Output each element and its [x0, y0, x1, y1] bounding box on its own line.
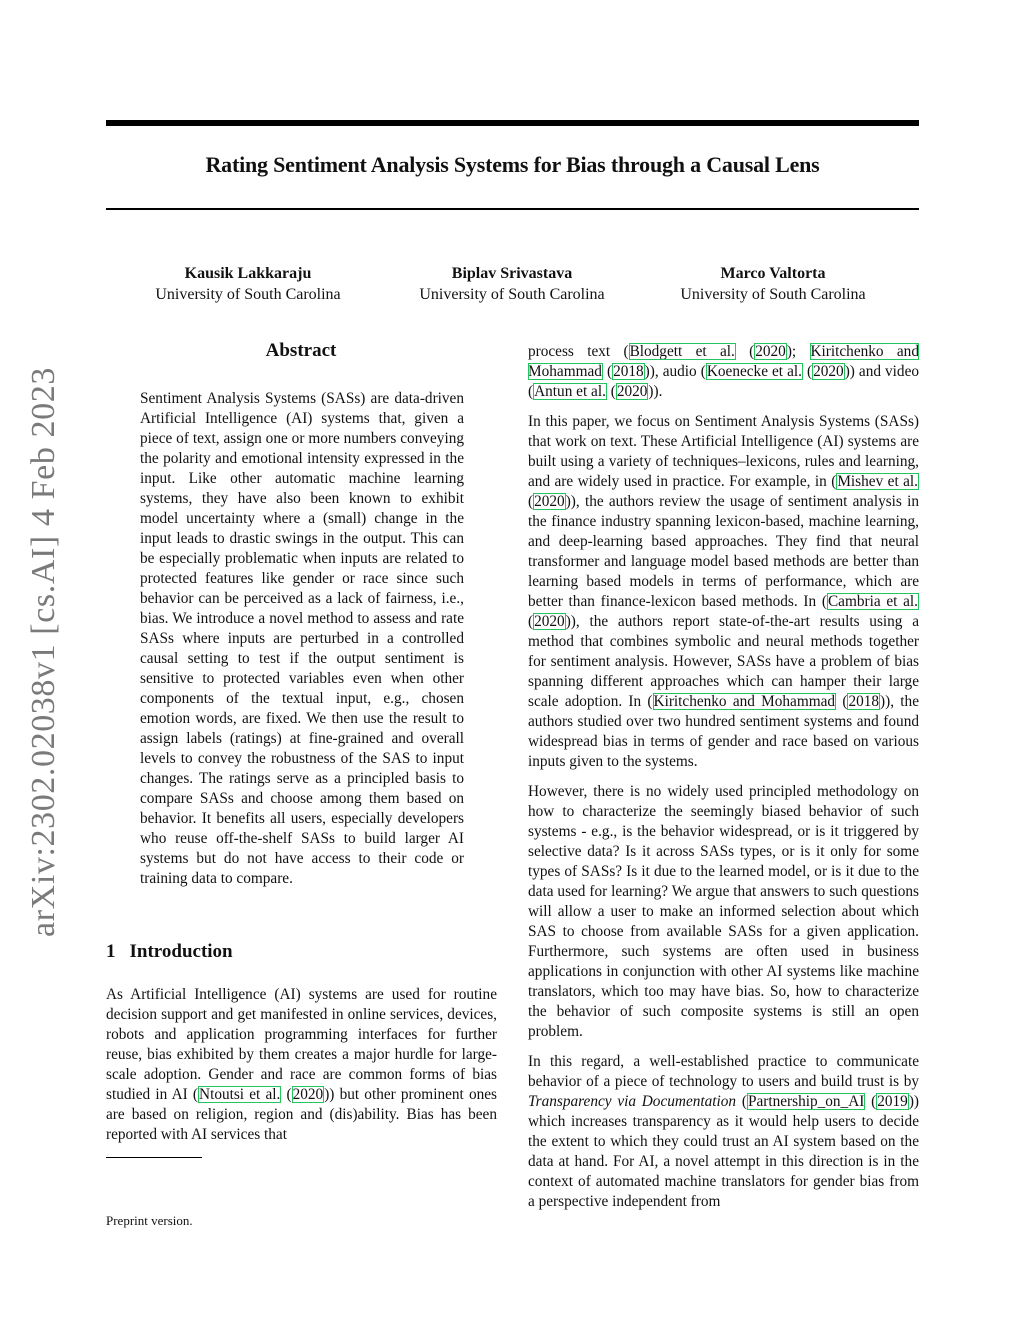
citation-year-link[interactable]: 2020	[755, 343, 786, 360]
text-run: (	[528, 493, 534, 510]
title-top-rule	[106, 120, 919, 126]
text-run: )), the authors review the usage of sentiment analysis in the finance industry spanning lexicon-based, machine learning, and deep-learning based approaches. They find that neural transformer and language model based methods are better than learning based models in terms of performance, which are better than finance-lexicon based methods. In (	[528, 493, 919, 610]
citation-link[interactable]: Cambria et al.	[827, 593, 918, 610]
text-run: (	[802, 363, 813, 380]
footnote-rule	[106, 1157, 202, 1158]
author-affiliation: University of South Carolina	[419, 286, 605, 303]
text-run: (	[602, 363, 613, 380]
citation-year-link[interactable]: 2020	[616, 383, 648, 400]
emphasis-text: Transparency via Documentation	[528, 1093, 737, 1110]
author-name: Marco Valtorta	[720, 265, 826, 282]
citation-link[interactable]: Antun et al.	[534, 383, 606, 400]
title-bottom-rule	[106, 208, 919, 210]
abstract-text: Sentiment Analysis Systems (SASs) are data-driven Artificial Intelligence (AI) systems that, given a piece of text, assign one or more numbers conveying the polarity and emotional intensity expressed in the input. Like other automatic machine learning systems, they have also been known to exhibit model uncertainty where a (small) change in the input leads to drastic swings in the output. This can be especially problematic when inputs are related to protected features like gender or race since such behavior can be perceived as a lack of fairness, i.e., bias. We introduce a novel method to assess and rate SASs where inputs are perturbed in a controlled causal setting to test if the output sentiment is sensitive to protected variables even when other components of the textual input, e.g., chosen emotion words, are fixed. We then use the result to assign labels (ratings) at fine-grained and overall levels to convey the robustness of the SAS to input changes. The ratings serve as a principled basis to compare SASs and choose among them based on behavior. It benefits all users, especially developers who reuse off-the-shelf SASs to build larger AI systems but do not have access to their code or training data to compare.	[140, 390, 464, 887]
text-run: )) but other prominent ones are based on religion, region and (dis)ability. Bias has been reported with AI services that	[106, 1086, 497, 1143]
citation-link[interactable]: Koenecke et al.	[706, 363, 802, 380]
text-run: (	[528, 613, 534, 630]
text-run: );	[786, 343, 810, 360]
citation-year-link[interactable]: 2020	[813, 363, 844, 380]
abstract-heading: Abstract	[265, 340, 337, 361]
citation-year-link[interactable]: 2018	[848, 693, 880, 710]
text-run: (	[281, 1086, 292, 1103]
author-name: Kausik Lakkaraju	[184, 265, 312, 282]
citation-link[interactable]: Partnership_on_AI	[747, 1093, 865, 1110]
paragraph: However, there is no widely used principled methodology on how to characterize the seemingly biased behavior of such systems - e.g., is the behavior widespread, or is it triggered by selective data? Is it across SASs types, or is it only for some types of SASs? Is it due to the learned model, or is it due to the data used for learning? We argue that answers to such questions will allow a user to make an informed selection about which SAS to choose from available SASs for a given application. Furthermore, such systems are often used in business applications in conjunction with other AI systems like machine translators, which too may have bias. So, how to characterize the behavior of such composite systems is still an open problem.	[528, 783, 919, 1040]
text-run: )) and video (	[528, 363, 920, 400]
text-run: In this regard, a well-established practice to communicate behavior of a piece of technology to users and build trust is by	[528, 1053, 919, 1090]
text-run: )), the authors report state-of-the-art results using a method that combines symbolic and neural methods together for sentiment analysis. However, SASs have a problem of bias spanning different approaches which can hamper their large scale adoption. In (	[528, 613, 919, 710]
text-run: In this paper, we focus on Sentiment Analysis Systems (SASs) that work on text. These Artificial Intelligence (AI) systems are built using a variety of techniques–lexicons, rules and learning, and are widely used in practice. For example, in (	[528, 413, 919, 490]
paper-title: Rating Sentiment Analysis Systems for Bias through a Causal Lens	[205, 152, 820, 177]
author-3	[638, 263, 908, 305]
author-name: Biplav Srivastava	[451, 265, 573, 282]
citation-year-link[interactable]: 2018	[613, 363, 644, 380]
text-run: (	[865, 1093, 877, 1110]
text-run: (	[736, 1093, 747, 1110]
text-run: (	[735, 343, 755, 360]
text-run: As Artificial Intelligence (AI) systems are used for routine decision support and get manifested in online services, devices, robots and application programming interfaces for further reuse, bias exhibited by them creates a major hurdle for large-scale adoption. Gender and race are common forms of bias studied in AI (	[106, 986, 497, 1103]
citation-link[interactable]: Ntoutsi et al.	[199, 1086, 281, 1103]
author-affiliation: University of South Carolina	[155, 286, 341, 303]
citation-year-link[interactable]: 2020	[534, 613, 565, 630]
citation-link[interactable]: Kiritchenko and Mohammad	[528, 343, 919, 380]
paragraph	[528, 412, 919, 772]
text-run: )).	[648, 383, 663, 400]
text-run: )), audio (	[644, 363, 706, 380]
arxiv-stamp: arXiv:2302.02038v1 [cs.AI] 4 Feb 2023	[25, 367, 62, 937]
text-run: (	[606, 383, 616, 400]
citation-link[interactable]: Blodgett et al.	[629, 343, 735, 360]
author-1	[113, 263, 383, 305]
citation-link[interactable]: Kiritchenko and Mohammad	[653, 693, 836, 710]
section-number: 1	[106, 941, 116, 962]
author-2	[377, 263, 647, 305]
text-run: process text (	[528, 343, 629, 360]
paragraph	[528, 1052, 919, 1212]
section-heading-introduction	[106, 941, 233, 963]
citation-year-link[interactable]: 2019	[877, 1093, 908, 1110]
author-affiliation: University of South Carolina	[680, 286, 866, 303]
footnote: Preprint version.	[106, 1213, 193, 1228]
intro-paragraph	[106, 985, 497, 1145]
paragraph	[528, 342, 919, 402]
text-run: )) which increases transparency as it would help users to decide the extent to which they could trust an AI system based on the data at hand. For AI, a novel attempt in this direction is in the context of automated machine translators for gender bias from a perspective independent from	[528, 1093, 920, 1210]
section-title: Introduction	[129, 941, 233, 962]
citation-year-link[interactable]: 2020	[292, 1086, 324, 1103]
right-column	[528, 342, 919, 1222]
citation-link[interactable]: Mishev et al.	[837, 473, 918, 490]
text-run: )), the authors studied over two hundred sentiment systems and found widespread bias in terms of gender and race based on various inputs given to the systems.	[528, 693, 919, 770]
citation-year-link[interactable]: 2020	[534, 493, 565, 510]
text-run: (	[836, 693, 848, 710]
